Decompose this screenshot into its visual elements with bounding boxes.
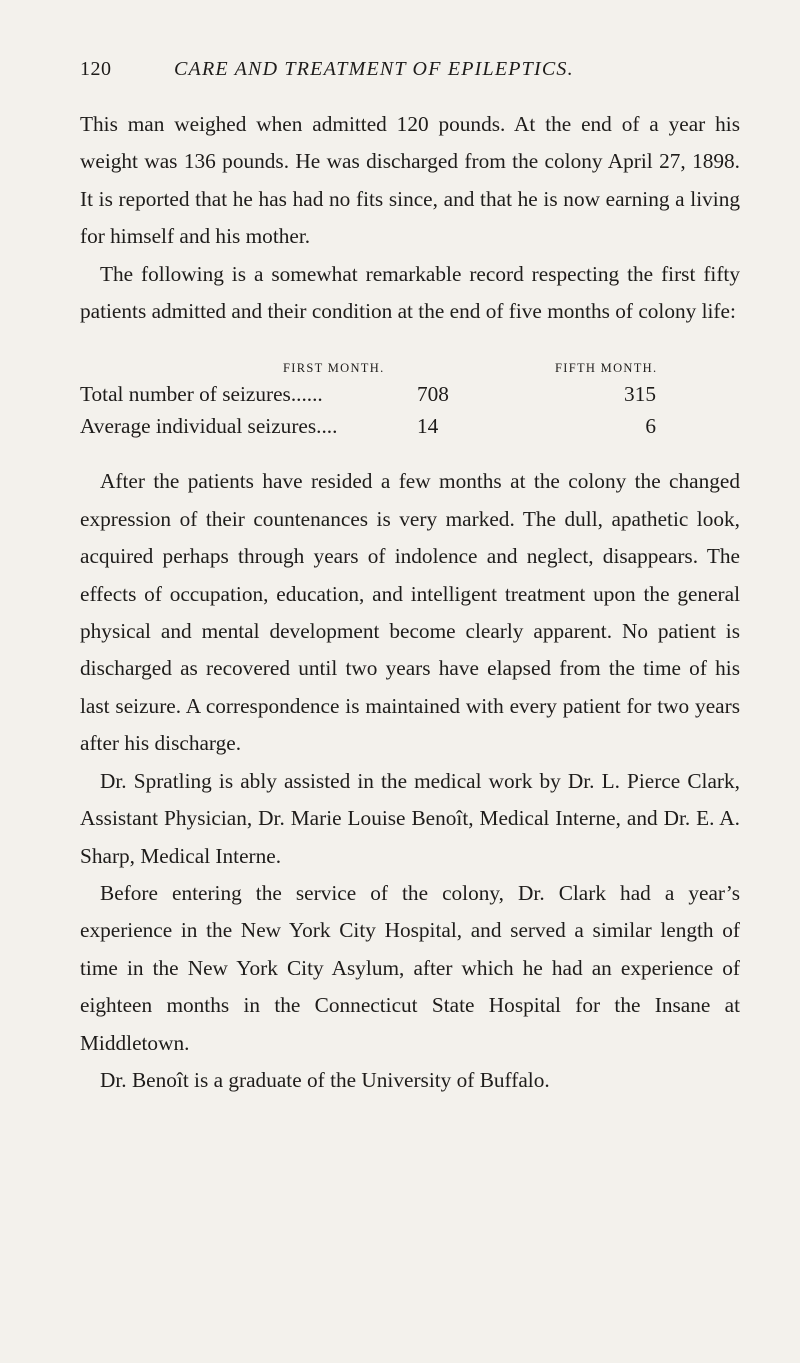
- row-label: Average individual seizures....: [80, 414, 338, 439]
- column-header-first-month: FIRST MONTH.: [283, 361, 385, 376]
- paragraph: This man weighed when admitted 120 pounds. At the end of a year his weight was 136 pounds. He was discharged from the colony April 27, 1898. It is reported that he has had no fits since, and that he is now earning a living for himself and his mother.: [80, 112, 740, 249]
- paragraph: After the patients have resided a few months at the colony the changed expression of their countenances is very marked. The dull, apathetic look, acquired perhaps through years of indolence and neglect, disappears. The effects of occupation, education, and intelligent treatment upon the general physical and mental development become clearly apparent. No patient is discharged as recovered until two years have elapsed from the time of his last seizure. A correspondence is maintained with every patient for two years after his discharge.: [80, 469, 740, 756]
- column-header-fifth-month: FIFTH MONTH.: [555, 361, 658, 376]
- fifth-month-value: 6: [645, 414, 656, 439]
- table-row: [80, 410, 740, 442]
- seizure-table: [80, 352, 740, 442]
- running-head: CARE AND TREATMENT OF EPILEPTICS.: [174, 58, 574, 80]
- first-month-value: 708: [417, 382, 449, 407]
- paragraph: Dr. Benoît is a graduate of the University of Buffalo.: [100, 1067, 550, 1092]
- page-header: [80, 58, 740, 88]
- page-number: 120: [80, 58, 112, 80]
- table-header-row: [80, 352, 740, 378]
- page-body: [80, 106, 740, 1099]
- fifth-month-value: 315: [624, 382, 656, 407]
- row-label: Total number of seizures......: [80, 382, 323, 407]
- paragraph: Before entering the service of the colony, Dr. Clark had a year’s experience in the New York City Hospital, and served a similar length of time in the New York City Asylum, after which he had an experience of eighteen months in the Connecticut State Hospital for the Insane at Middletown.: [80, 880, 740, 1055]
- paragraph: Dr. Spratling is ably assisted in the medical work by Dr. L. Pierce Clark, Assistant Physician, Dr. Marie Louise Benoît, Medical Interne, and Dr. E. A. Sharp, Medical Interne.: [80, 768, 740, 868]
- paragraph: The following is a somewhat remarkable record respecting the first fifty patients admitted and their condition at the end of five months of colony life:: [80, 261, 740, 324]
- table-row: [80, 378, 740, 410]
- first-month-value: 14: [417, 414, 439, 439]
